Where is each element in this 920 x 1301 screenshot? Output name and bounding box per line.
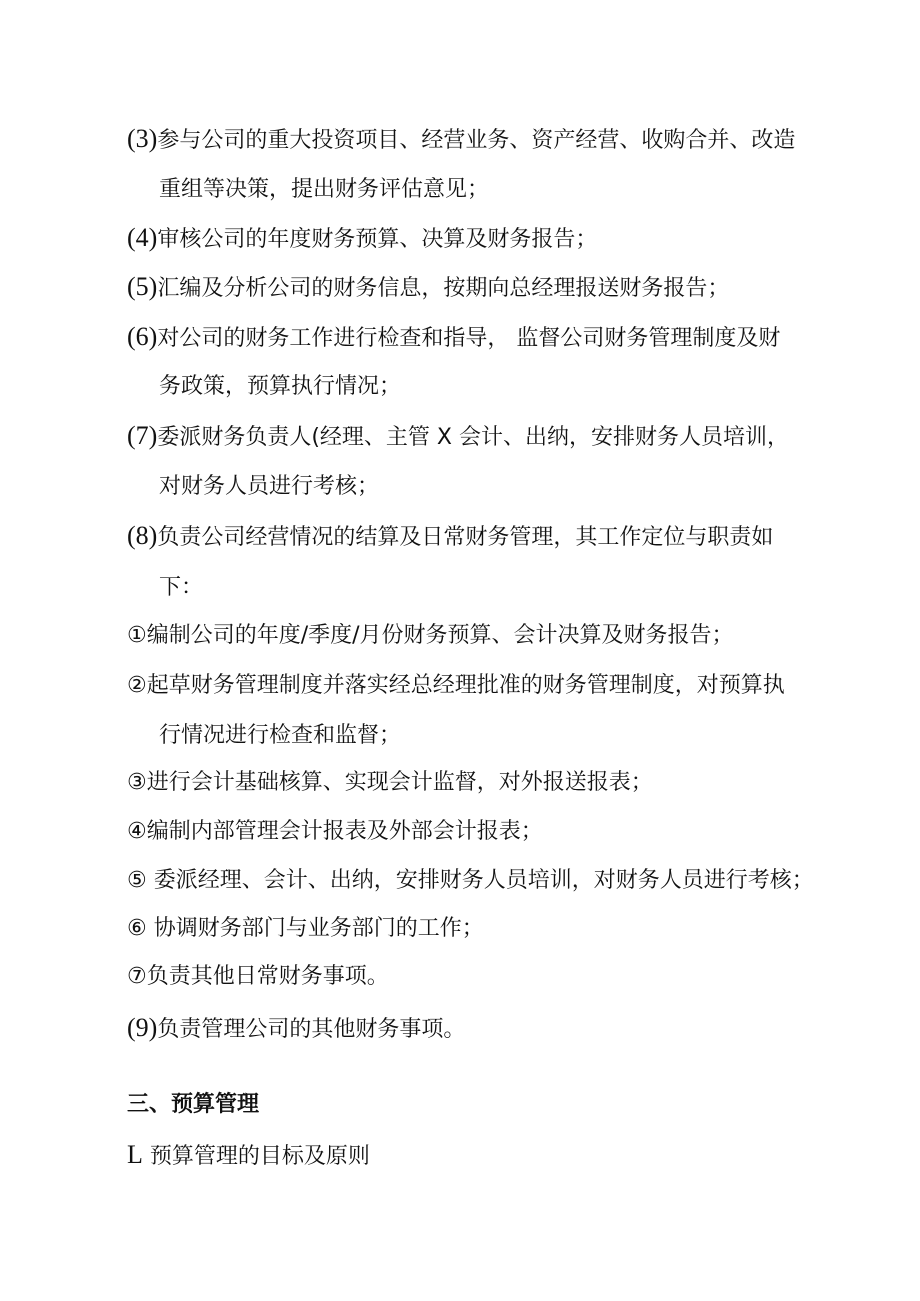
subsection-text: 预算管理的目标及原则: [149, 1144, 370, 1169]
item-text: 对财务人员进行考核；: [159, 474, 380, 499]
item-5: [127, 272, 729, 304]
item-text: 负责公司经营情况的结算及日常财务管理，其工作定位与职责如: [157, 525, 774, 550]
item-number: (4): [127, 223, 158, 252]
item-text: 参与公司的重大投资项目、经营业务、资产经营、收购合并、改造: [157, 128, 796, 153]
item-number: (3): [127, 124, 158, 153]
item-text: 重组等决策，提出财务评估意见；: [159, 177, 490, 202]
item-3-continuation: [159, 175, 489, 205]
section-heading: 三、预算管理: [127, 1092, 260, 1117]
sub-item-2-continuation: [159, 721, 401, 751]
item-text: 委派财务负责人(经理、主管 X 会计、出纳，安排财务人员培训，: [157, 425, 789, 450]
item-text: 对公司的财务工作进行检查和指导， 监督公司财务管理制度及财: [157, 326, 781, 351]
item-3: [127, 124, 795, 156]
item-text: ④编制内部管理会计报表及外部会计报表；: [127, 819, 543, 844]
item-text: ⑥ 协调财务部门与业务部门的工作；: [127, 916, 484, 941]
item-6-continuation: [159, 372, 401, 402]
item-text: 审核公司的年度财务预算、决算及财务报告；: [157, 227, 598, 252]
item-7: [127, 421, 789, 453]
item-text: 务政策，预算执行情况；: [159, 374, 402, 399]
item-text: 行情况进行检查和监督；: [159, 723, 402, 748]
sub-item-6: [127, 914, 484, 944]
item-number: (9): [127, 1013, 158, 1042]
item-number: (8): [127, 521, 158, 550]
subsection-title: [127, 1140, 370, 1172]
sub-item-7: [127, 962, 389, 992]
sub-item-1: [127, 621, 734, 651]
item-text: ①编制公司的年度/季度/月份财务预算、会计决算及财务报告；: [127, 623, 734, 648]
sub-item-2: [127, 671, 785, 701]
item-text: 汇编及分析公司的财务信息，按期向总经理报送财务报告；: [157, 276, 730, 301]
item-7-continuation: [159, 472, 379, 502]
item-6: [127, 322, 780, 354]
item-number: (5): [127, 272, 158, 301]
item-number: (7): [127, 421, 158, 450]
item-8: [127, 521, 773, 553]
item-text: ②起草财务管理制度并落实经总经理批准的财务管理制度，对预算执: [127, 673, 785, 698]
item-text: ⑤ 委派经理、会计、出纳，安排财务人员培训，对财务人员进行考核；: [127, 868, 814, 893]
item-number: (6): [127, 322, 158, 351]
item-text: 下：: [159, 575, 204, 600]
item-text: 负责管理公司的其他财务事项。: [157, 1017, 466, 1042]
sub-item-4: [127, 817, 543, 847]
item-9: [127, 1013, 465, 1045]
item-8-continuation: [159, 573, 203, 603]
item-4: [127, 223, 597, 255]
subsection-number: L: [127, 1140, 143, 1169]
sub-item-3: [127, 768, 653, 798]
sub-item-5: [127, 866, 814, 896]
item-text: ③进行会计基础核算、实现会计监督，对外报送报表；: [127, 770, 653, 795]
item-text: ⑦负责其他日常财务事项。: [127, 964, 389, 989]
